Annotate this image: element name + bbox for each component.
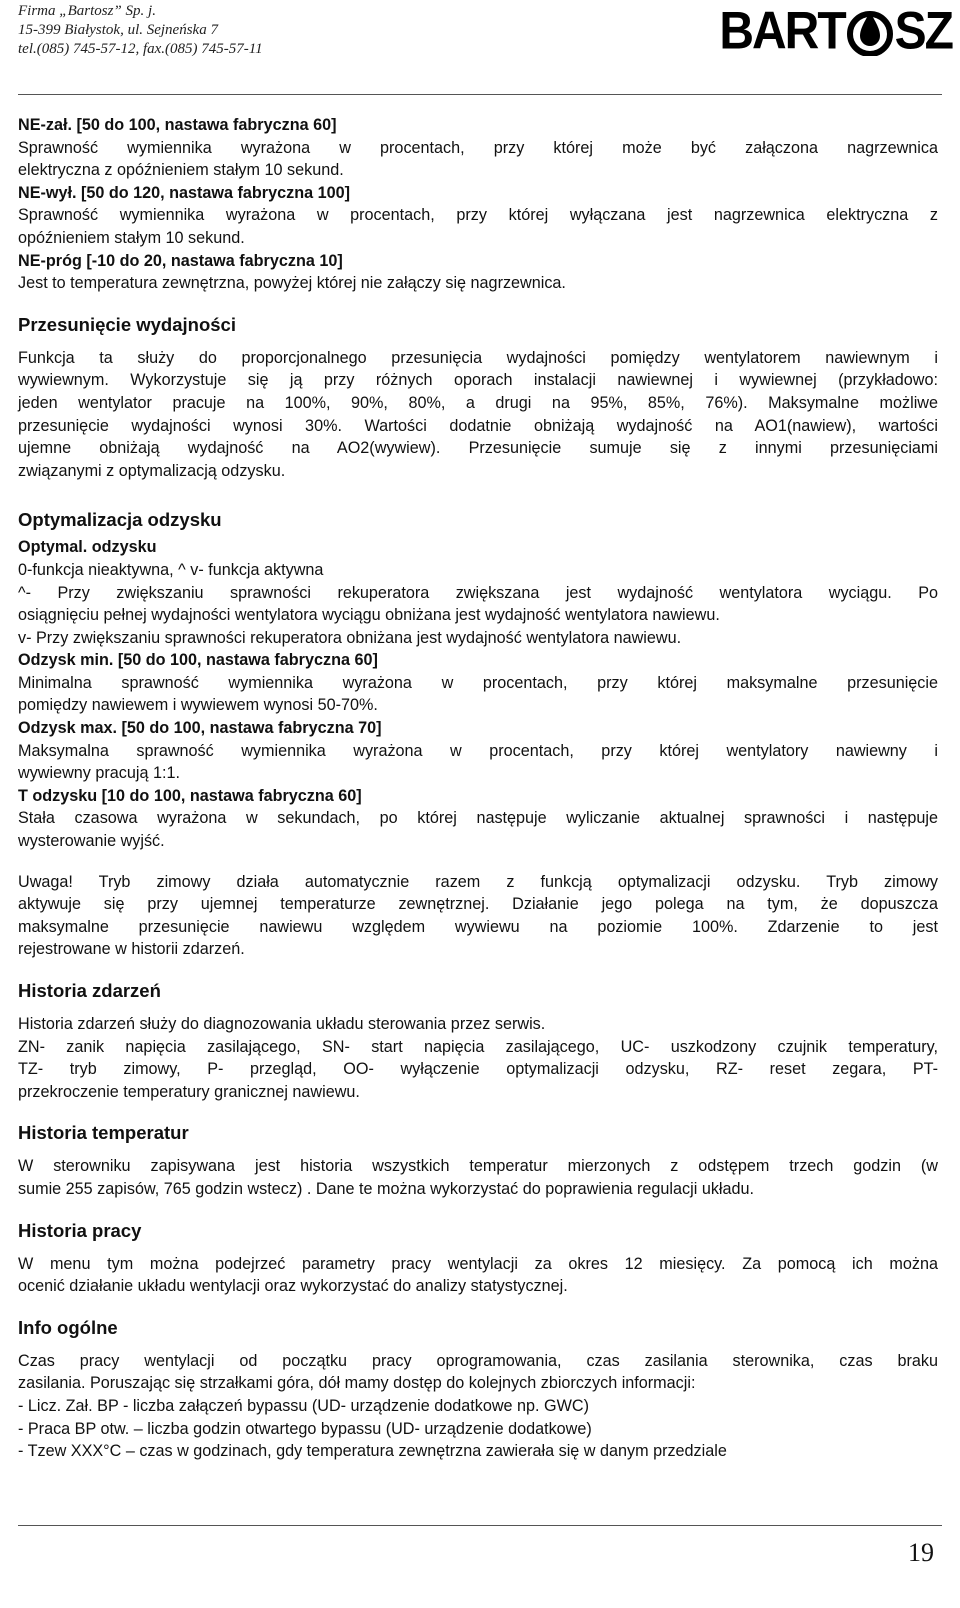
uwaga-text-2: aktywuje się przy ujemnej temperaturze zewnętrznej. Działanie jego polega na tym, że dopuszcza xyxy=(18,895,938,914)
ne-wyl-text-2: opóźnieniem stałym 10 sekund. xyxy=(18,228,245,247)
io-text-1: Czas pracy wentylacji od początku pracy oprogramowania, czas zasilania sterownika, czas braku xyxy=(18,1351,938,1370)
hz-text-4: przekroczenie temperatury granicznej nawiewu. xyxy=(18,1082,360,1101)
hp-text-2: ocenić działanie układu wentylacji oraz wykorzystać do analizy statystycznej. xyxy=(18,1277,568,1296)
opt-text-4: v- Przy zwiększaniu sprawności rekuperatora obniżana jest wydajność wentylatora nawiewu. xyxy=(18,628,682,647)
ht-text-2: sumie 255 zapisów, 765 godzin wstecz) . Dane te można wykorzystać do poprawienia regulacji układu. xyxy=(18,1179,755,1198)
company-phone: tel.(085) 745-57-12, fax.(085) 745-57-11 xyxy=(18,41,263,57)
company-info xyxy=(18,2,263,59)
ne-wyl-title: NE-wył. [50 do 120, nastawa fabryczna 100] xyxy=(18,183,350,202)
przes-text-1: Funkcja ta służy do proporcjonalnego przesunięcia wydajności pomiędzy wentylatorem nawiewnym i xyxy=(18,348,938,367)
page-number: 19 xyxy=(908,1538,934,1567)
logo-text-left: BART xyxy=(719,1,845,61)
opt-title: Optymal. odzysku xyxy=(18,538,157,557)
ht-text-1: W sterowniku zapisywana jest historia wszystkich temperatur mierzonych z odstępem trzech godzin (w xyxy=(18,1157,938,1176)
company-name: Firma „Bartosz” Sp. j. xyxy=(18,3,156,19)
page-header xyxy=(18,0,958,80)
opt-text-1: 0-funkcja nieaktywna, ^ v- funkcja aktywna xyxy=(18,560,324,579)
ne-zal-title: NE-zał. [50 do 100, nastawa fabryczna 60] xyxy=(18,116,337,134)
przes-text-3: jeden wentylator pracuje na 100%, 90%, 80%, a drugi na 95%, 85%, 76%). Maksymalne możliwe xyxy=(18,393,938,412)
uwaga-text-1: Uwaga! Tryb zimowy działa automatycznie razem z funkcją optymalizacji odzysku. Tryb zimowy xyxy=(18,872,938,891)
hz-text-1: Historia zdarzeń służy do diagnozowania układu sterowania przez serwis. xyxy=(18,1015,546,1033)
io-text-2: zasilania. Poruszając się strzałkami góra, dół mamy dostęp do kolejnych zbiorczych informacji: xyxy=(18,1374,696,1393)
hz-text-3: TZ- tryb zimowy, P- przegląd, OO- wyłączenie optymalizacji odzysku, RZ- reset zegara, PT- xyxy=(18,1060,938,1079)
przes-text-2: wywiewnym. Wykorzystuje się ją przy różnych oporach instalacji nawiewnej i wywiewnej (przykładowo: xyxy=(18,371,938,390)
odz-min-text-1: Minimalna sprawność wymiennika wyrażona w procentach, przy której maksymalne przesunięcie xyxy=(18,673,938,692)
odz-max-text-2: wywiewny pracują 1:1. xyxy=(18,764,180,783)
ne-prog-text-1: Jest to temperatura zewnętrzna, powyżej której nie załączy się nagrzewnica. xyxy=(18,274,566,293)
io-text-5: - Tzew XXX°C – czas w godzinach, gdy temperatura zewnętrzna zawierała się w danym przedziale xyxy=(18,1442,727,1461)
heading-historia-temperatur: Historia temperatur xyxy=(18,1122,189,1144)
logo-text-right: SZ xyxy=(894,1,952,61)
company-address: 15-399 Białystok, ul. Sejneńska 7 xyxy=(18,22,218,38)
opt-text-2: ^- Przy zwiększaniu sprawności rekuperatora zwiększana jest wydajność wentylatora wyciągu. Po xyxy=(18,583,938,602)
przes-text-4: przesunięcie wydajności wynosi 30%. Wartości dodatnie obniżają wydajność na AO1(nawiew), wartości xyxy=(18,416,938,435)
ne-zal-text-2: elektryczna z opóźnieniem stałym 10 sekund. xyxy=(18,161,344,180)
opt-text-3: osiągnięciu pełnej wydajności wentylatora wyciągu obniżana jest wydajność wentylatora nawiewu. xyxy=(18,606,720,625)
t-odz-text-2: wysterowanie wyjść. xyxy=(18,832,165,851)
uwaga-text-4: rejestrowane w historii zdarzeń. xyxy=(18,940,245,959)
heading-historia-zdarzen: Historia zdarzeń xyxy=(18,980,161,1001)
przes-text-6: związanymi z optymalizacją odzysku. xyxy=(18,461,286,480)
t-odz-title: T odzysku [10 do 100, nastawa fabryczna 60] xyxy=(18,786,362,805)
przes-text-5: ujemne obniżają wydajność na AO2(wywiew). Przesunięcie sumuje się z innymi przesunięciami xyxy=(18,439,938,458)
heading-info-ogolne: Info ogólne xyxy=(18,1316,118,1338)
io-text-3: - Licz. Zał. BP - liczba załączeń bypassu (UD- urządzenie dodatkowe np. GWC) xyxy=(18,1396,589,1415)
odz-min-text-2: pomiędzy nawiewem i wywiewem wynosi 50-70%. xyxy=(18,696,378,715)
footer-divider xyxy=(18,1525,942,1526)
header-divider xyxy=(18,94,942,95)
ne-prog-title: NE-próg [-10 do 20, nastawa fabryczna 10] xyxy=(18,251,343,270)
page-content xyxy=(18,114,938,1463)
odz-max-title: Odzysk max. [50 do 100, nastawa fabryczna 70] xyxy=(18,719,382,738)
ne-wyl-text-1: Sprawność wymiennika wyrażona w procentach, przy której wyłączana jest nagrzewnica elektryczna z xyxy=(18,206,938,225)
hz-text-2: ZN- zanik napięcia zasilającego, SN- start napięcia zasilającego, UC- uszkodzony czujnik temperatury, xyxy=(18,1037,938,1056)
hp-text-1: W menu tym można podejrzeć parametry pracy wentylacji za okres 12 miesięcy. Za pomocą ich można xyxy=(18,1254,938,1273)
uwaga-text-3: maksymalne przesunięcie nawiewu względem wywiewu na poziomie 100%. Zdarzenie to jest xyxy=(18,917,938,936)
heading-przesuniecie: Przesunięcie wydajności xyxy=(18,313,236,335)
odz-max-text-1: Maksymalna sprawność wymiennika wyrażona w procentach, przy której wentylatory nawiewny i xyxy=(18,741,938,760)
heading-historia-pracy: Historia pracy xyxy=(18,1219,142,1241)
ne-zal-text-1: Sprawność wymiennika wyrażona w procentach, przy której może być załączona nagrzewnica xyxy=(18,138,938,157)
bartosz-logo xyxy=(719,2,952,60)
t-odz-text-1: Stała czasowa wyrażona w sekundach, po której następuje wyliczanie aktualnej sprawności i następuje xyxy=(18,809,938,828)
io-text-4: - Praca BP otw. – liczba godzin otwartego bypassu (UD- urządzenie dodatkowe) xyxy=(18,1419,592,1438)
flame-drop-icon xyxy=(847,6,893,56)
heading-optymalizacja: Optymalizacja odzysku xyxy=(18,509,222,531)
odz-min-title: Odzysk min. [50 do 100, nastawa fabryczna 60] xyxy=(18,651,378,670)
